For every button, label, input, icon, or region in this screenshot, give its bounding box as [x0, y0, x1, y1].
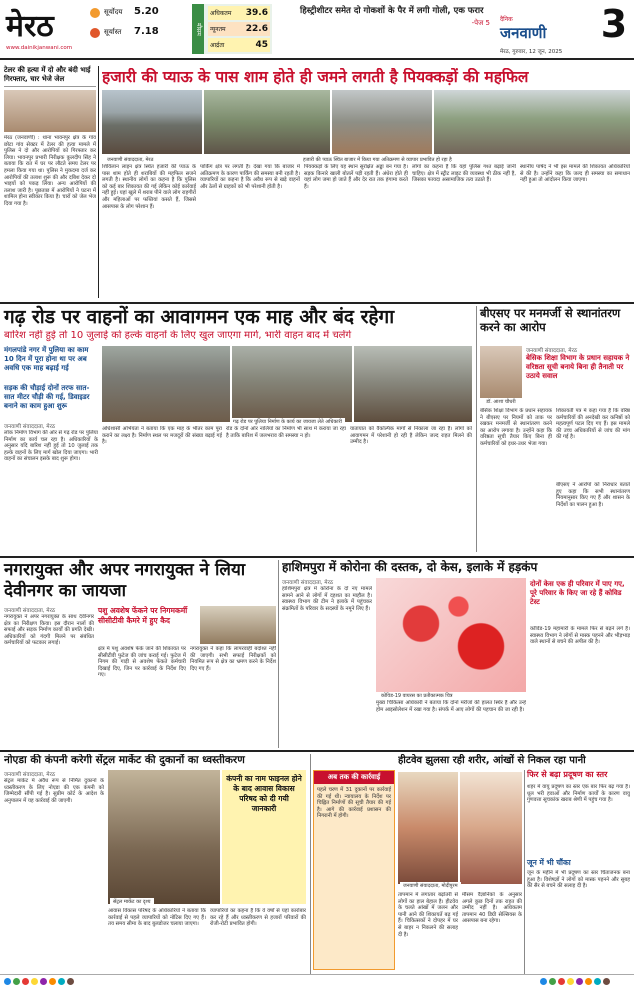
left-brief-body: मेरठ (जनवाणी) : थाना भावनपुर क्षेत्र के गांव छोटा गांव सेक्टर में टेलर की हत्या मामले में पुलिस ने दो और आरोपियों को गिरफ्तार कर लिया। भावनपुर प्रभारी निरीक्षक कुलदीप सिंह ने बताया कि रात में घर पर लौटते समय टेलर पर हमला किया गया था। पुलिस ने मुकदमा दर्ज कर आरोपियों की तलाश शुरू की और दबिश देकर दो भाइयों को पकड़ लिया। अन्य आरोपियों की तलाश जारी है। पूछताछ में आरोपियों ने घटना में शामिल होना स्वीकार किया है। चारों को जेल भेज दिया गया है।	[4, 135, 96, 207]
page-number: 3	[600, 2, 628, 46]
footer-color-dots-left	[4, 978, 74, 985]
story-noida-col3: व्यापारियों का कहना है कि वे वर्षों से यहां कारोबार कर रहे हैं और ध्वस्तीकरण से हजारों परिवारों की रोजी-रोटी प्रभावित होगी।	[210, 908, 306, 928]
story-hazari-headline: हजारी की प्याऊ के पास शाम होते ही जमने लगती है पियक्कड़ों की महफिल	[102, 68, 529, 86]
story-garh-col3: रोड के दोनों ओर नालियों का निर्माण भी साथ में कराया जा रहा है ताकि बारिश में जलभराव की समस्या न हो।	[226, 426, 346, 439]
story-heat-caption: जनवाणी संवाददाता, मोदीपुरम	[400, 882, 461, 890]
registration-dot	[40, 978, 47, 985]
story-noida-box	[222, 770, 306, 904]
registration-dot	[603, 978, 610, 985]
story-pollution-headline: फिर से बढ़ा प्रदूषण का स्तर	[527, 770, 608, 779]
story-hazari-col3: पियक्कड़ों के लिए यह स्थान सुरक्षित अड्डा बन गया है। सड़क किनारे खाली बोतलें पड़ी रहती हैं। अंधेरा होते ही यहां लोग जमा हो जाते हैं और देर रात तक हंगामा करते हैं।	[304, 164, 408, 190]
teaser-page: -पेज 5	[471, 19, 490, 27]
story-bsa-col2: शिकायती पत्र में कहा गया है कि वरिष्ठ कर्मचारियों की अनदेखी कर कनिष्ठों को महत्वपूर्ण पटल दिए गए हैं। इस मामले की उच्च अधिकारियों से जांच की मांग की गई है।	[556, 408, 630, 441]
website-url: www.dainikjanwani.com	[6, 45, 73, 51]
registration-dot	[540, 978, 547, 985]
story-hazari-col4: लोगों का कहना है कि यहां पुलिस गश्त बढ़ाई जानी चाहिए। क्षेत्र में स्ट्रीट लाइट की व्यवस्था भी ठीक नहीं है, जिसका फायदा असामाजिक तत्व उठाते हैं।	[412, 164, 516, 184]
registration-dot	[49, 978, 56, 985]
registration-dot	[585, 978, 592, 985]
story-heat-headline: हीटवेव झुलसा रही शरीर, आंखों से निकल रहा पानी	[398, 755, 586, 766]
story-garh-photo-caption: गढ़ रोड पर पुलिया निर्माण के कार्य का जायजा लेते अधिकारी	[230, 418, 345, 426]
story-bsa-portrait	[480, 346, 522, 398]
story-heat-col2: मौसम वैज्ञानिकों के अनुसार अगले कुछ दिनों तक राहत की उम्मीद नहीं है। अधिकतम तापमान 40 डिग्री सेल्सियस के आसपास बना रहेगा।	[462, 892, 522, 925]
weather-box	[192, 4, 272, 54]
story-garh-body: लोक निर्माण विभाग की ओर से गढ़ रोड पर पुलिया निर्माण का कार्य चल रहा है। अधिकारियों के अनुसार यदि बारिश नहीं हुई तो 10 जुलाई तक हल्के वाहनों के लिए मार्ग खोल दिया जाएगा। भारी वाहनों का संचालन इसके बाद शुरू होगा।	[4, 430, 98, 463]
story-garh-side1: मंगलपांडे नगर में पुलिया का काम 10 दिन में पूरा होना था पर अब अवधि एक माह बढ़ाई गई	[4, 346, 89, 372]
story-garh-headline: गढ़ रोड पर वाहनों का आवागमन एक माह और बंद रहेगा	[4, 306, 395, 328]
left-brief-headline: टेलर की हत्या में दो और बंदी भाई गिरफ्तार, चार भेजे जेल	[4, 66, 96, 87]
dateline: मेरठ, गुरुवार, 12 जून, 2025	[500, 49, 563, 55]
humidity-value: 45	[255, 40, 268, 50]
story-noida-body: सेंट्रल मार्केट में अवैध रूप से निर्मित दुकानों के ध्वस्तीकरण के लिए नोएडा की एक कंपनी को जिम्मेदारी सौंपी गई है। सुप्रीम कोर्ट के आदेश के अनुपालन में यह कार्रवाई की जाएगी।	[4, 778, 104, 804]
story-nagar-box-head: पशु अवशेष फेंकने पर निगमकर्मी सीसीटीवी कैमरे में हुए कैद	[98, 606, 188, 625]
story-bsa-headline: बीएसए पर मनमर्जी से स्थानांतरण करने का आरोप	[480, 306, 621, 334]
sunset-time: 7.18	[134, 26, 159, 37]
story-pollution-body2: जून के महीने में भी प्रदूषण का स्तर चिंताजनक बना हुआ है। विशेषज्ञों ने लोगों को मास्क पहनने और सुबह की सैर से बचने की सलाह दी है।	[527, 870, 630, 890]
humidity-label: आर्द्रता	[210, 42, 225, 49]
story-bsa-portrait-name: डॉ. आशा चौधरी	[486, 399, 516, 405]
paper-name: जनवाणी	[500, 24, 547, 42]
max-label: अधिकतम	[210, 10, 232, 17]
story-nagar-byline: जनवाणी संवाददाता, मेरठ	[4, 608, 56, 614]
registration-dot	[58, 978, 65, 985]
paper-prefix: दैनिक	[500, 16, 513, 23]
registration-dot	[576, 978, 583, 985]
registration-dot	[558, 978, 565, 985]
story-garh-col2: अधिशासी अभियंता ने बताया कि एक माह के भीतर काम पूरा कराने का लक्ष्य है। निर्माण स्थल पर मजदूरों की संख्या बढ़ाई गई है।	[102, 426, 222, 446]
story-bsa-byline: जनवाणी संवाददाता, मेरठ	[526, 348, 578, 354]
humidity-row	[208, 38, 270, 52]
city-name: मेरठ	[6, 9, 54, 44]
registration-dot	[4, 978, 11, 985]
registration-dot	[594, 978, 601, 985]
min-label: न्यूनतम	[210, 26, 226, 33]
registration-dot	[31, 978, 38, 985]
story-corona-col2: मुख्य चिकित्सा अधिकारी ने बताया कि दोनों मरीजों की हालत स्थिर है और उन्हें होम आइसोलेशन में रखा गया है। संपर्क में आए लोगों की पहचान की जा रही है।	[376, 700, 526, 713]
story-nagar-col2: क्षेत्र में पशु अवशेष फेंके जाने की शिकायत पर सीसीटीवी फुटेज की जांच कराई गई। फुटेज में निगम की गाड़ी से अवशेष फेंकते कर्मचारी दिखाई दिए, जिन पर कार्रवाई के निर्देश दिए गए।	[98, 646, 186, 679]
action-box-body: पहले चरण में 31 दुकानों पर कार्रवाई की गई थी। न्यायालय के निर्देश पर चिह्नित निर्माणों की सूची तैयार की गई है। आगे की कार्रवाई प्रशासन की निगरानी में होगी।	[317, 787, 391, 820]
story-garh-photo-3	[354, 346, 472, 422]
story-hazari-photo-1	[102, 90, 202, 154]
sunset-label: सूर्यास्त	[104, 28, 122, 36]
story-hazari-col5: स्थानीय पार्षद ने भी इस मामले की शिकायत अधिकारियों से की है। उन्होंने कहा कि जल्द ही समस्या का समाधान नहीं हुआ तो आंदोलन किया जाएगा।	[520, 164, 630, 184]
registration-dot	[22, 978, 29, 985]
story-bsa-col3: बीएसए ने आरोपों को निराधार बताते हुए कहा कि सभी स्थानांतरण नियमानुसार किए गए हैं और शासन के निर्देशों का पालन हुआ है।	[556, 482, 630, 508]
story-hazari-caption-left: जनवाणी संवाददाता, मेरठ	[104, 156, 156, 164]
story-garh-byline: जनवाणी संवाददाता, मेरठ	[4, 424, 56, 430]
story-garh-photo-2	[232, 346, 352, 422]
story-noida-byline: जनवाणी संवाददाता, मेरठ	[4, 772, 56, 778]
story-noida-headline: नोएडा की कंपनी करेगी सेंट्रल मार्केट की दुकानों का ध्वस्तीकरण	[4, 754, 245, 766]
story-nagar-headline: नगरायुक्त और अपर नगरायुक्त ने लिया देवीनगर का जायजा	[4, 560, 246, 601]
story-garh-col4: यातायात को वैकल्पिक मार्गों से निकाला जा रहा है। लोगों को आवागमन में परेशानी हो रही है लेकिन जल्द राहत मिलने की उम्मीद है।	[350, 426, 472, 446]
sunrise-time: 5.20	[134, 6, 159, 17]
max-value: 39.6	[245, 8, 268, 18]
story-bsa-box-head: बेसिक शिक्षा विभाग के प्रधान सहायक ने वरिष्ठता सूची बनाये बिना ही तैनाती पर उठाये सवाल	[526, 354, 630, 380]
story-nagar-photo	[200, 606, 276, 644]
story-noida-box-text: कंपनी का नाम फाइनल होने के बाद आवास विकास परिषद को दी गयी जानकारी	[226, 774, 302, 813]
story-hazari-lead: शिविलान लाइन क्षेत्र स्थित हजारी की प्याऊ के पास शाम होते ही शराबियों की महफिल सजने लगती है। स्थानीय लोगों का कहना है कि पुलिस को कई बार शिकायत की गई लेकिन कोई कार्रवाई नहीं हुई। यहां खुले में शराब पीने वाले लोग राहगीरों और महिलाओं पर फब्तियां कसते हैं, जिससे आसपास के लोग परेशान हैं।	[102, 164, 196, 210]
story-noida-col2: आवास विकास परिषद के अधिकारियों ने बताया कि कार्रवाई से पहले व्यापारियों को नोटिस दिए गए हैं। तय समय सीमा के बाद बुलडोजर चलाया जाएगा।	[108, 908, 206, 928]
story-pollution-subhead: जून में भी चौंका	[527, 858, 571, 867]
sun-icon	[90, 8, 100, 18]
min-temp-row	[208, 22, 270, 36]
story-corona-box-head: दोनों केस एक ही परिवार में पाए गए, पूरे परिवार के किए जा रहे हैं कोविड टेस्ट	[530, 580, 625, 606]
story-hazari-photo-2	[204, 90, 330, 154]
story-hazari-photo-4	[434, 90, 630, 154]
story-garh-subhead: बारिश नहीं हुई तो 10 जुलाई को हल्के वाहनों के लिए खुल जाएगा मार्ग, भारी वाहन बाद में चलेंगे	[4, 330, 352, 341]
action-box-head: अब तक की कार्रवाई	[314, 771, 394, 784]
story-heat-photo-2	[460, 772, 522, 884]
story-corona-headline: हाशिमपुरा में कोरोना की दस्तक, दो केस, इलाके में हड़कंप	[282, 560, 538, 574]
front-teaser[interactable]	[300, 6, 490, 50]
min-value: 22.6	[245, 24, 268, 34]
weather-tag: मौसम	[192, 4, 204, 54]
story-bsa-body: बेसिक शिक्षा विभाग के प्रधान सहायक ने बीएसए पर नियमों को ताक पर रखकर मनमर्जी से स्थानांतरण करने का आरोप लगाया है। उन्होंने कहा कि वरिष्ठता सूची तैयार किए बिना ही कर्मचारियों को इधर-उधर भेजा गया।	[480, 408, 552, 447]
action-box	[313, 770, 395, 970]
teaser-text: हिस्ट्रीशीटर समेत दो गोकशों के पैर में लगी गोली, एक फरार	[300, 6, 484, 16]
story-garh-side2: सड़क की चौड़ाई दोनों तरफ सात-सात मीटर चौड़ी की गई, डिवाइडर बनाने का काम हुआ शुरू	[4, 384, 90, 410]
story-nagar-body: नगरायुक्त ने अपर नगरायुक्त के साथ देवीनगर क्षेत्र का निरीक्षण किया। इस दौरान नालों की सफाई और सड़क निर्माण कार्यों की प्रगति देखी। अधिकारियों को गंदगी मिलने पर संबंधित कर्मचारियों को फटकार लगाई।	[4, 614, 94, 647]
story-corona-col3: कोविड-19 महामारी के मामले फिर से बढ़ने लगे हैं। स्वास्थ्य विभाग ने लोगों से मास्क पहनने और भीड़भाड़ वाले स्थानों से बचने की अपील की है।	[530, 626, 630, 646]
registration-dot	[567, 978, 574, 985]
story-hazari-photo-3	[332, 90, 432, 154]
masthead	[0, 0, 634, 60]
sunrise-label: सूर्योदय	[104, 8, 123, 16]
registration-dot	[549, 978, 556, 985]
story-corona-photo	[376, 578, 526, 692]
paper-logo	[500, 6, 595, 55]
story-corona-body: हाशिमपुरा क्षेत्र में कोरोना के दो नए मामले सामने आने से लोगों में दहशत का माहौल है। स्वास्थ्य विभाग की टीम ने इलाके में पहुंचकर संक्रमितों के परिवार के सदस्यों के नमूने लिए हैं।	[282, 586, 372, 612]
story-garh-photo-1	[102, 346, 230, 422]
registration-dot	[67, 978, 74, 985]
story-pollution-body: शहर में वायु प्रदूषण का स्तर एक बार फिर बढ़ गया है। धूल भरी हवाओं और निर्माण कार्यों के कारण वायु गुणवत्ता सूचकांक खराब श्रेणी में पहुंच गया है।	[527, 784, 630, 804]
story-heat-photo-1	[398, 772, 458, 884]
story-nagar-col3: नगरायुक्त ने कहा कि लापरवाही बर्दाश्त नहीं की जाएगी। सभी सफाई निरीक्षकों को नियमित रूप से क्षेत्र का भ्रमण करने के निर्देश दिए गए हैं।	[190, 646, 276, 672]
story-noida-photo-caption: सेंट्रल मार्केट का दृश्य	[110, 898, 154, 906]
story-corona-photo-caption: कोविड-19 वायरस का प्रतीकात्मक चित्र	[378, 692, 456, 700]
story-hazari-col2: पार्किंग क्षेत्र पर लगती है। देखा गया कि बाजार में अतिक्रमण के कारण पार्किंग की समस्या बनी रहती है। व्यापारियों का कहना है कि अवैध रूप से खड़े वाहनों और ठेलों से ग्राहकों को भी परेशानी होती है।	[200, 164, 300, 190]
sun-times	[90, 6, 160, 52]
max-temp-row	[208, 6, 270, 20]
story-heat-body: तापमान में लगातार बढ़ोतरी से लोगों का हाल बेहाल है। हीटवेव के चलते आंखों में जलन और पानी आने की शिकायतें बढ़ गई हैं। चिकित्सकों ने दोपहर में घर से बाहर न निकलने की सलाह दी है।	[398, 892, 458, 938]
story-hazari-caption-right: हजारी की प्याऊ स्थित बाजार में किया गया अतिक्रमण से व्यापार प्रभावित हो रहा है	[300, 156, 455, 164]
footer-color-dots-right	[540, 978, 610, 985]
story-noida-photo	[108, 770, 220, 904]
left-brief	[4, 66, 96, 298]
story-corona-byline: जनवाणी संवाददाता, मेरठ	[282, 580, 334, 586]
left-brief-photo	[4, 90, 96, 132]
registration-dot	[13, 978, 20, 985]
sunset-icon	[90, 28, 100, 38]
